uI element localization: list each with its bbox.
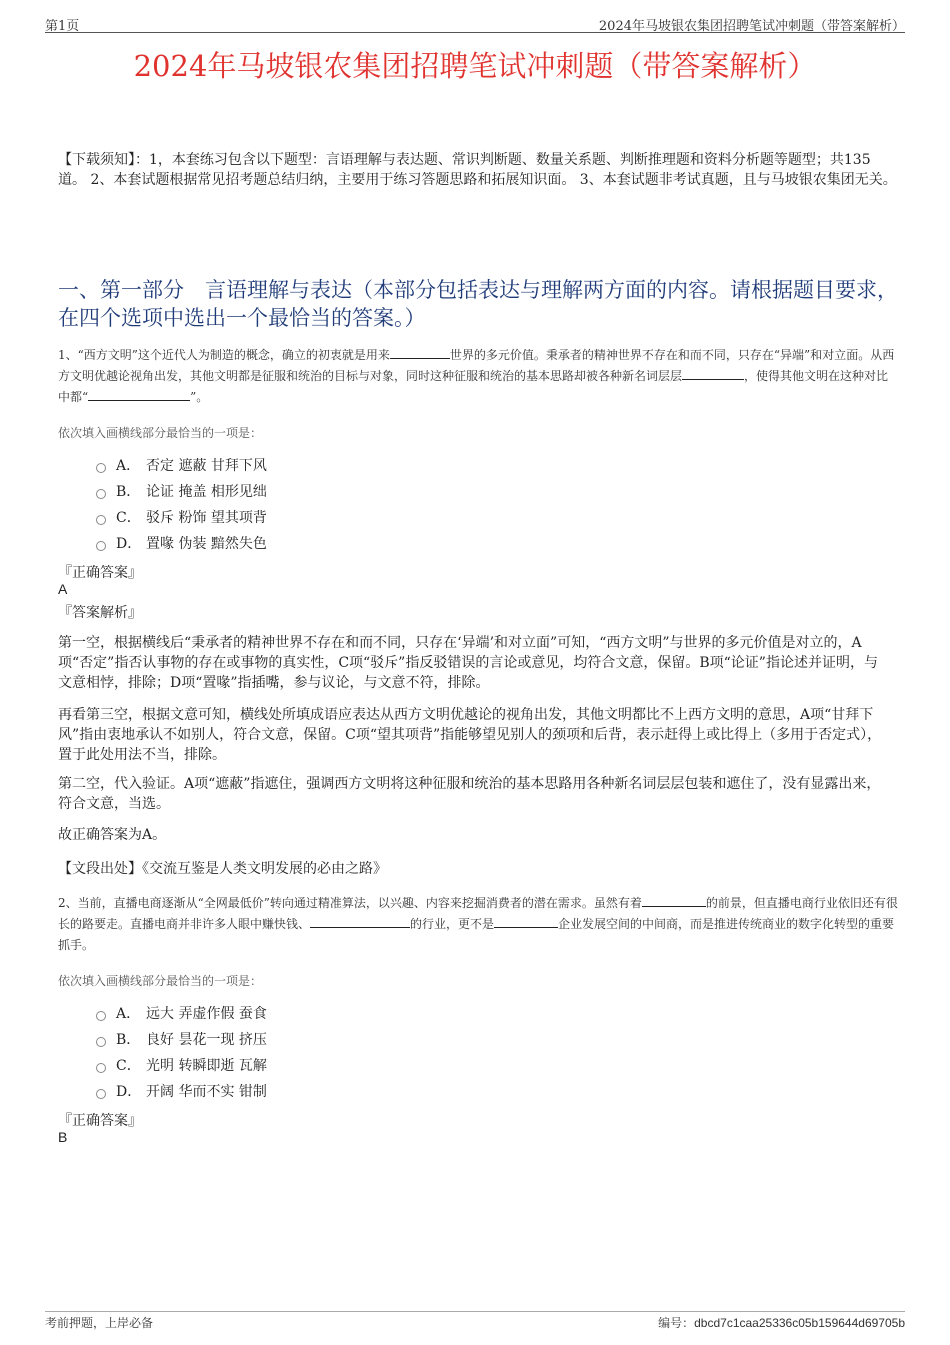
option-letter: D． <box>116 536 142 552</box>
option-text: 远大 弄虚作假 蚕食 <box>146 1006 267 1022</box>
q1-part-3: ，使得其他文明在这种对比中都“ <box>58 369 889 404</box>
serial-code: dbcd7c1caa25336c05b159644d69705b <box>694 1316 905 1330</box>
q1-part-1: 1、“西方文明”这个近代人为制造的概念，确立的初衷就是用来 <box>58 348 390 362</box>
q1-option-c[interactable] <box>96 504 267 530</box>
q2-blank-2 <box>310 915 410 928</box>
header-divider <box>45 32 905 33</box>
header-doc-title: 2024年马坡银农集团招聘笔试冲刺题（带答案解析） <box>598 19 905 34</box>
q1-blank-3 <box>88 388 190 401</box>
serial-label: 编号： <box>658 1316 695 1330</box>
q2-option-c[interactable] <box>96 1052 267 1078</box>
q1-part-4: ”。 <box>190 390 209 404</box>
q1-analysis-paragraph-2: 再看第三空，根据文意可知，横线处所填成语应表达从西方文明优越论的视角出发，其他文明都比不上西方文明的意思，A项“甘拜下风”指由衷地承认不如别人，符合文意，保留。C项“望其项背”指能够望见别人的颈项和后背，表示赶得上或比得上（多用于否定式），置于此处用法不当，排除。 <box>58 707 882 763</box>
option-text: 开阔 华而不实 钳制 <box>146 1084 267 1100</box>
q1-options <box>96 452 267 556</box>
q2-answer: B <box>58 1129 68 1145</box>
q2-part-4: 企业发展空间的中间商，而是推进传统商业的数字化转型的重要抓手。 <box>58 917 895 952</box>
q1-blank-2 <box>682 367 744 380</box>
radio-icon[interactable] <box>96 1011 106 1021</box>
q1-blank-1 <box>390 346 450 359</box>
option-text: 光明 转瞬即逝 瓦解 <box>146 1058 267 1074</box>
radio-icon[interactable] <box>96 541 106 551</box>
q2-prompt: 依次填入画横线部分最恰当的一项是： <box>58 974 263 988</box>
radio-icon[interactable] <box>96 1089 106 1099</box>
q1-analysis-paragraph-1: 第一空，根据横线后“秉承者的精神世界不存在和而不同，只存在‘异端’和对立面”可知，“西方文明”与世界的多元价值是对立的，A项“否定”指否认事物的存在或事物的真实性，C项“驳斥”指反驳错误的言论或意见，均符合文意，保留。B项“论证”指论述并证明，与文意相悖，排除；D项“置喙”指插嘴，参与议论，与文意不符，排除。 <box>58 635 878 691</box>
option-letter: D． <box>116 1084 142 1100</box>
q2-part-1: 2、当前，直播电商逐渐从“全网最低价”转向通过精准算法，以兴趣、内容来挖掘消费者的潜在需求。虽然有着 <box>58 896 642 910</box>
q2-part-2: 的前景，但直播电商行业依旧还有很长的路要走。直播电商并非许多人眼中赚快钱、 <box>58 896 898 931</box>
radio-icon[interactable] <box>96 515 106 525</box>
q1-source: 【文段出处】《交流互鉴是人类文明发展的必由之路》 <box>58 861 387 877</box>
q1-option-b[interactable] <box>96 478 267 504</box>
page-number: 第1页 <box>45 19 80 34</box>
question-2-text <box>58 893 898 956</box>
option-text: 良好 昙花一现 挤压 <box>146 1032 267 1048</box>
section-heading: 一、第一部分 言语理解与表达（本部分包括表达与理解两方面的内容。请根据题目要求，在四个选项中选出一个最恰当的答案。） <box>58 278 898 330</box>
q1-part-2: 世界的多元价值。秉承者的精神世界不存在和而不同，只存在“异端”和对立面。从西方文明优越论视角出发，其他文明都是征服和统治的目标与对象，同时这种征服和统治的基本思路却被各种新名词层层 <box>58 348 895 383</box>
q1-option-d[interactable] <box>96 530 267 556</box>
q1-analysis-label: 『答案解析』 <box>58 605 142 621</box>
q1-option-a[interactable] <box>96 452 267 478</box>
footer-serial <box>658 1314 905 1331</box>
q1-prompt: 依次填入画横线部分最恰当的一项是： <box>58 426 263 440</box>
footer-slogan: 考前押题，上岸必备 <box>45 1316 154 1330</box>
option-text: 否定 遮蔽 甘拜下风 <box>146 458 267 474</box>
q2-blank-1 <box>642 894 706 907</box>
option-letter: C． <box>116 1058 141 1074</box>
option-letter: B． <box>116 484 141 500</box>
q1-analysis-conclusion: 故正确答案为A。 <box>58 827 167 843</box>
q1-answer: A <box>58 581 68 597</box>
footer-divider <box>45 1311 905 1312</box>
option-text: 论证 掩盖 相形见绌 <box>146 484 267 500</box>
option-letter: A． <box>116 458 141 474</box>
page-title: 2024年马坡银农集团招聘笔试冲刺题（带答案解析） <box>133 49 817 83</box>
radio-icon[interactable] <box>96 489 106 499</box>
q2-option-d[interactable] <box>96 1078 267 1104</box>
q2-part-3: 的行业，更不是 <box>410 917 495 931</box>
q1-analysis-paragraph-3: 第二空，代入验证。A项“遮蔽”指遮住，强调西方文明将这种征服和统治的基本思路用各种新名词层层包装和遮住了，没有显露出来，符合文意，当选。 <box>58 776 881 812</box>
q1-answer-label: 『正确答案』 <box>58 565 142 581</box>
q2-blank-3 <box>494 915 558 928</box>
q2-answer-label: 『正确答案』 <box>58 1113 142 1129</box>
q2-option-b[interactable] <box>96 1026 267 1052</box>
option-letter: C． <box>116 510 141 526</box>
q2-options <box>96 1000 267 1104</box>
radio-icon[interactable] <box>96 1063 106 1073</box>
option-text: 置喙 伪装 黯然失色 <box>146 536 267 552</box>
download-notice: 【下载须知】：1，本套练习包含以下题型：言语理解与表达题、常识判断题、数量关系题、判断推理题和资料分析题等题型；共135道。 2、本套试题根据常见招考题总结归纳，主要用于练习答题思路和拓展知识面。 3、本套试题非考试真题，且与马坡银农集团无关。 <box>58 152 897 188</box>
q2-option-a[interactable] <box>96 1000 267 1026</box>
option-text: 驳斥 粉饰 望其项背 <box>146 510 267 526</box>
option-letter: B． <box>116 1032 141 1048</box>
radio-icon[interactable] <box>96 1037 106 1047</box>
radio-icon[interactable] <box>96 463 106 473</box>
question-1-text <box>58 345 898 408</box>
option-letter: A． <box>116 1006 141 1022</box>
